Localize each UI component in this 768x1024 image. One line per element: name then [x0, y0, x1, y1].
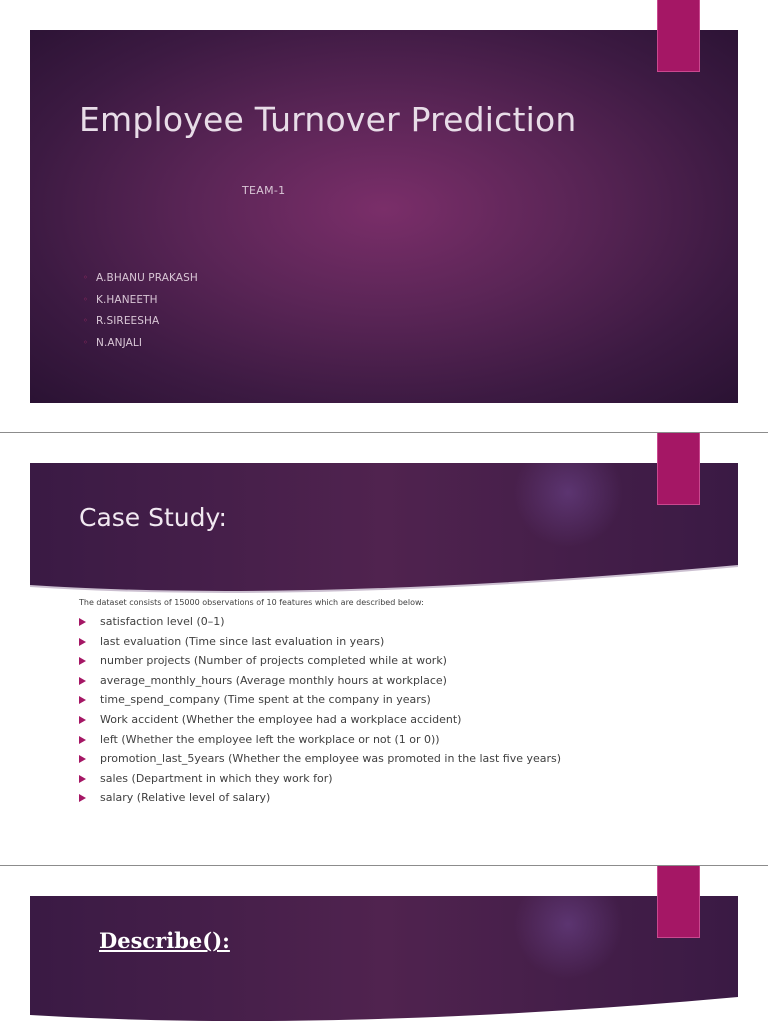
feature-item: satisfaction level (0–1): [79, 614, 561, 634]
feature-item: time_spend_company (Time spent at the company in years): [79, 692, 561, 712]
accent-tab: [657, 433, 700, 505]
accent-tab: [657, 0, 700, 72]
team-member: ◦ K.HANEETH: [83, 293, 158, 306]
band-swoosh: [30, 975, 738, 1024]
arrow-bullet-icon: [79, 716, 86, 724]
band-swoosh: [30, 548, 738, 598]
feature-item: left (Whether the employee left the workplace or not (1 or 0)): [79, 732, 561, 752]
team-label: TEAM-1: [242, 184, 286, 197]
arrow-bullet-icon: [79, 618, 86, 626]
slide-title: Describe():: [99, 928, 230, 953]
team-member: ◦ R.SIREESHA: [83, 315, 160, 327]
dataset-description: The dataset consists of 15000 observations of 10 features which are described below:: [79, 598, 424, 607]
arrow-bullet-icon: [79, 736, 86, 744]
feature-item: Work accident (Whether the employee had a workplace accident): [79, 712, 561, 732]
arrow-bullet-icon: [79, 638, 86, 646]
header-band: [30, 896, 738, 1024]
arrow-bullet-icon: [79, 775, 86, 783]
bullet-icon: ◦: [83, 294, 88, 304]
team-member: ◦ N.ANJALI: [83, 336, 143, 349]
arrow-bullet-icon: [79, 794, 86, 802]
feature-item: sales (Department in which they work for): [79, 771, 561, 791]
feature-item: salary (Relative level of salary): [79, 790, 561, 810]
slide-title: Case Study:: [79, 503, 227, 532]
header-band: [30, 463, 738, 597]
arrow-bullet-icon: [79, 696, 86, 704]
bullet-icon: ◦: [83, 337, 88, 347]
feature-item: promotion_last_5years (Whether the employee was promoted in the last five years): [79, 751, 561, 771]
feature-list: [79, 614, 561, 810]
feature-item: average_monthly_hours (Average monthly hours at workplace): [79, 673, 561, 693]
arrow-bullet-icon: [79, 677, 86, 685]
bullet-icon: ◦: [83, 273, 88, 282]
arrow-bullet-icon: [79, 657, 86, 665]
feature-item: last evaluation (Time since last evaluation in years): [79, 634, 561, 654]
bullet-icon: ◦: [83, 316, 88, 325]
slide-case-study: [0, 433, 768, 865]
arrow-bullet-icon: [79, 755, 86, 763]
title-background: [30, 30, 738, 403]
feature-item: number projects (Number of projects completed while at work): [79, 653, 561, 673]
slide-title: [0, 0, 768, 432]
team-member-list: [83, 270, 198, 356]
team-member: ◦ A.BHANU PRAKASH: [83, 272, 198, 284]
slide-describe: [0, 866, 768, 1024]
presentation-title: Employee Turnover Prediction: [79, 100, 577, 139]
accent-tab: [657, 866, 700, 938]
